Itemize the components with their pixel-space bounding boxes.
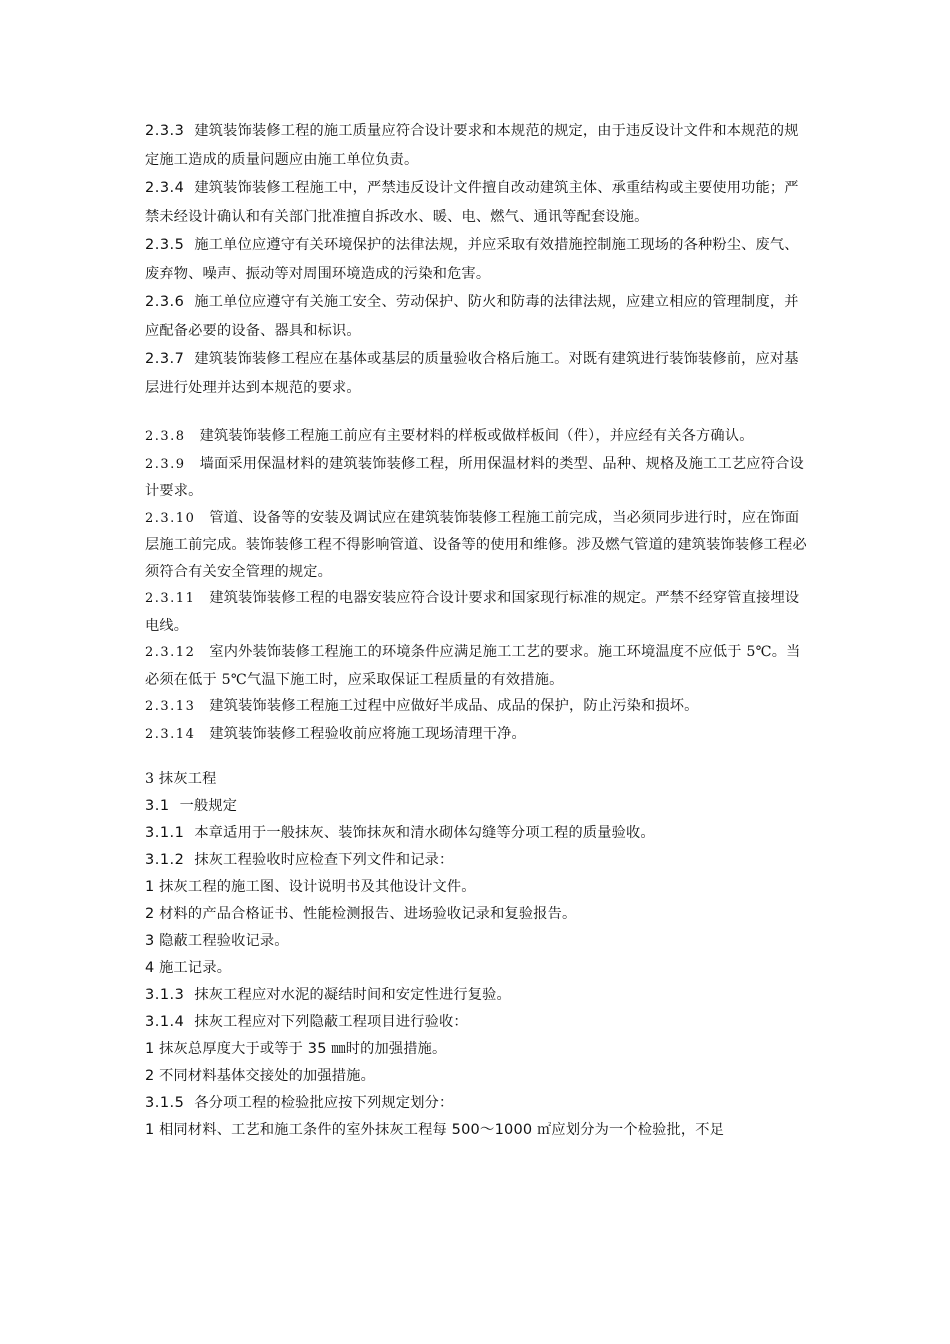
clause-number: 2.3.10 [145,510,196,526]
clause-number: 2.3.4 [145,180,185,196]
clause-number: 3.1.4 [145,1014,185,1030]
clause-number: 3.1.1 [145,825,185,841]
list-item-text: ㎡应划分为一个检验批，不足 [537,1122,725,1138]
clause-3-1-4 [145,1009,810,1036]
clause-number: 2.3.13 [145,699,196,714]
clause-2-3-3 [145,117,810,174]
list-item-number: 2 [145,1068,155,1084]
clause-number: 2.3.7 [145,351,185,367]
list-item-number: 4 [145,960,155,976]
clause-3-1-2 [145,847,810,874]
clause-3-1-3 [145,982,810,1009]
area-range-value: 500～1000 [451,1122,533,1138]
clause-number: 2.3.14 [145,726,196,742]
list-item-number: 1 [145,1122,155,1138]
section-title: 一般规定 [179,798,238,814]
clause-text: 建筑装饰装修工程施工中，严禁违反设计文件擅自改动建筑主体、承重结构或主要使用功能；严禁未经设计确认和有关部门批准擅自拆改水、暖、电、燃气、通讯等配套设施。 [145,180,799,225]
clause-text: 建筑装饰装修工程验收前应将施工现场清理干净。 [209,725,526,742]
list-item-number: 1 [145,879,155,895]
section-number: 3.1 [145,798,170,814]
clause-text: 施工单位应遵守有关环境保护的法律法规，并应采取有效措施控制施工现场的各种粉尘、废气、废弃物、噪声、振动等对周围环境造成的污染和危害。 [145,237,799,282]
list-item [145,1036,810,1063]
section-heading-3-1 [145,793,810,820]
list-item-text: 材料的产品合格证书、性能检测报告、进场验收记录和复验报告。 [159,906,577,922]
clause-text: 施工单位应遵守有关施工安全、劳动保护、防火和防毒的法律法规，应建立相应的管理制度，并应配备必要的设备、器具和标识。 [145,294,799,339]
clause-text: 抹灰工程验收时应检查下列文件和记录： [194,852,454,868]
list-item-number: 2 [145,906,155,922]
list-item [145,901,810,928]
clause-text: 管道、设备等的安装及调试应在建筑装饰装修工程施工前完成，当必须同步进行时，应在饰面层施工前完成。装饰装修工程不得影响管道、设备等的使用和维修。涉及燃气管道的建筑装饰装修工程必须符合有关安全管理的规定。 [145,509,807,580]
clause-number: 2.3.5 [145,237,185,253]
clause-text: 建筑装饰装修工程施工过程中应做好半成品、成品的保护，防止污染和损坏。 [209,698,699,714]
clause-text: 抹灰工程应对下列隐蔽工程项目进行验收： [194,1014,468,1030]
clause-number: 3.1.5 [145,1095,185,1111]
list-item [145,955,810,982]
clause-text: 各分项工程的检验批应按下列规定划分： [194,1095,454,1111]
clause-2-3-13 [145,693,810,721]
list-item-number: 3 [145,933,155,949]
chapter-3-plastering [145,766,810,1144]
clause-text: 抹灰工程应对水泥的凝结时间和安定性进行复验。 [194,987,511,1003]
clause-2-3-11 [145,585,810,639]
clause-2-3-8 [145,423,810,451]
thickness-value: 35 [307,1041,327,1057]
list-item [145,874,810,901]
list-item-text: 不同材料基体交接处的加强措施。 [159,1068,375,1084]
clause-text: 建筑装饰装修工程的电器安装应符合设计要求和国家现行标准的规定。严禁不经穿管直接埋设电线。 [145,590,800,634]
list-item [145,1117,810,1144]
clause-number: 2.3.6 [145,294,185,310]
list-item-text: 抹灰总厚度大于或等于 [159,1041,304,1057]
clause-text: 建筑装饰装修工程的施工质量应符合设计要求和本规范的规定，由于违反设计文件和本规范的规定施工造成的质量问题应由施工单位负责。 [145,123,799,168]
clause-number: 2.3.9 [145,456,186,472]
clause-2-3-12 [145,639,810,693]
chapter-heading: 3 抹灰工程 [145,771,217,787]
clause-number: 3.1.3 [145,987,185,1003]
clauses-2-3-3-to-2-3-7 [145,117,810,402]
document-body [145,117,810,1144]
list-item-text: 施工记录。 [159,960,232,976]
clause-number: 2.3.8 [145,429,186,444]
list-item-number: 1 [145,1041,155,1057]
clause-text: 室内外装饰装修工程施工的环境条件应满足施工工艺的要求。施工环境温度不应低于 5℃。当必须在低于 5℃气温下施工时，应采取保证工程质量的有效措施。 [145,644,801,688]
clause-2-3-7 [145,345,810,402]
clause-2-3-9 [145,451,810,505]
list-item-text: 隐蔽工程验收记录。 [159,933,289,949]
clauses-2-3-8-to-2-3-14 [145,423,810,748]
list-item [145,1063,810,1090]
list-item-text: 相同材料、工艺和施工条件的室外抹灰工程每 [159,1122,447,1138]
clause-text: 建筑装饰装修工程应在基体或基层的质量验收合格后施工。对既有建筑进行装饰装修前，应对基层进行处理并达到本规范的要求。 [145,351,799,396]
clause-2-3-14 [145,721,810,749]
clause-2-3-4 [145,174,810,231]
list-item-text: ㎜时的加强措施。 [331,1041,447,1057]
clause-text: 建筑装饰装修工程施工前应有主要材料的样板或做样板间（件），并应经有关各方确认。 [199,428,754,444]
clause-number: 3.1.2 [145,852,185,868]
clause-3-1-5 [145,1090,810,1117]
clause-2-3-5 [145,231,810,288]
clause-number: 2.3.12 [145,645,196,660]
clause-text: 墙面采用保温材料的建筑装饰装修工程，所用保温材料的类型、品种、规格及施工工艺应符合设计要求。 [145,455,804,499]
clause-text: 本章适用于一般抹灰、装饰抹灰和清水砌体勾缝等分项工程的质量验收。 [194,825,655,841]
clause-2-3-6 [145,288,810,345]
list-item-text: 抹灰工程的施工图、设计说明书及其他设计文件。 [159,879,476,895]
clause-number: 2.3.3 [145,123,185,139]
clause-3-1-1 [145,820,810,847]
clause-number: 2.3.11 [145,591,196,606]
list-item [145,928,810,955]
clause-2-3-10 [145,505,810,586]
